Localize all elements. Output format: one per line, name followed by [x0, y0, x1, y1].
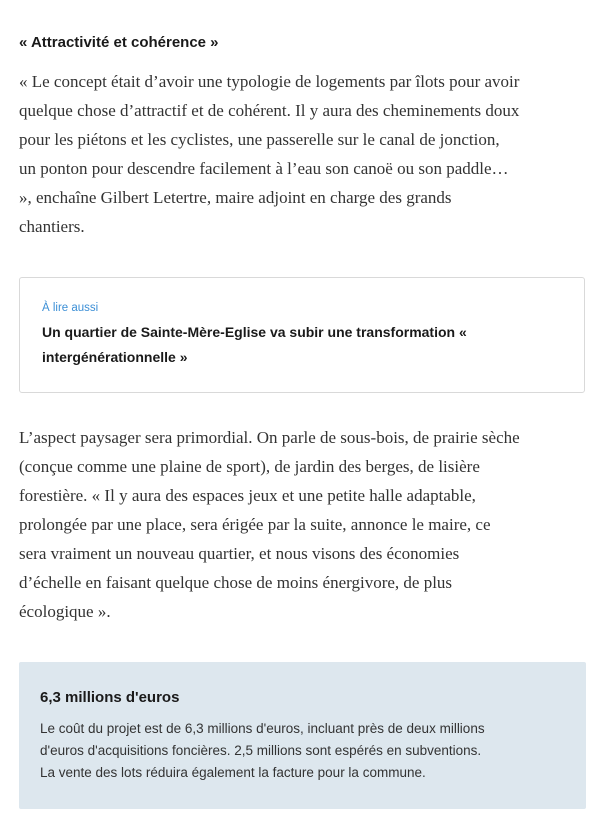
- related-article-title-line[interactable]: intergénérationnelle »: [42, 349, 188, 365]
- paragraph-line: prolongée par une place, sera érigée par la suite, annonce le maire, ce: [19, 515, 491, 534]
- paragraph-line: sera vraiment un nouveau quartier, et nous visons des économies: [19, 544, 460, 563]
- info-box-line: d'euros d'acquisitions foncières. 2,5 millions sont espérés en subventions.: [40, 743, 482, 758]
- related-article-link[interactable]: [42, 320, 467, 370]
- paragraph-line: « Le concept était d’avoir une typologie de logements par îlots pour avoir: [19, 72, 520, 91]
- related-article-kicker: À lire aussi: [42, 302, 99, 314]
- info-box-line: La vente des lots réduira également la facture pour la commune.: [40, 765, 426, 780]
- paragraph-line: un ponton pour descendre facilement à l’eau son canoë ou son paddle…: [19, 159, 509, 178]
- paragraph-line: (conçue comme une plaine de sport), de jardin des berges, de lisière: [19, 457, 480, 476]
- paragraph-line: L’aspect paysager sera primordial. On parle de sous-bois, de prairie sèche: [19, 428, 520, 447]
- paragraph-landscape: [19, 423, 591, 626]
- info-box: [19, 662, 586, 809]
- paragraph-line: forestière. « Il y aura des espaces jeux et une petite halle adaptable,: [19, 486, 476, 505]
- related-article-title-line[interactable]: Un quartier de Sainte-Mère-Eglise va subir une transformation «: [42, 324, 467, 340]
- info-box-body: [40, 718, 485, 784]
- info-box-line: Le coût du projet est de 6,3 millions d'euros, incluant près de deux millions: [40, 721, 485, 736]
- paragraph-line: d’échelle en faisant quelque chose de moins énergivore, de plus: [19, 573, 453, 592]
- paragraph-line: quelque chose d’attractif et de cohérent. Il y aura des cheminements doux: [19, 101, 520, 120]
- paragraph-line: chantiers.: [19, 217, 85, 236]
- paragraph-line: », enchaîne Gilbert Letertre, maire adjoint en charge des grands: [19, 188, 452, 207]
- paragraph-line: écologique ».: [19, 602, 111, 621]
- section-subheading: « Attractivité et cohérence »: [19, 34, 219, 51]
- paragraph-line: pour les piétons et les cyclistes, une passerelle sur le canal de jonction,: [19, 130, 500, 149]
- info-box-title: 6,3 millions d'euros: [40, 689, 180, 706]
- paragraph-quote-concept: [19, 67, 591, 241]
- related-article-card[interactable]: [19, 277, 585, 393]
